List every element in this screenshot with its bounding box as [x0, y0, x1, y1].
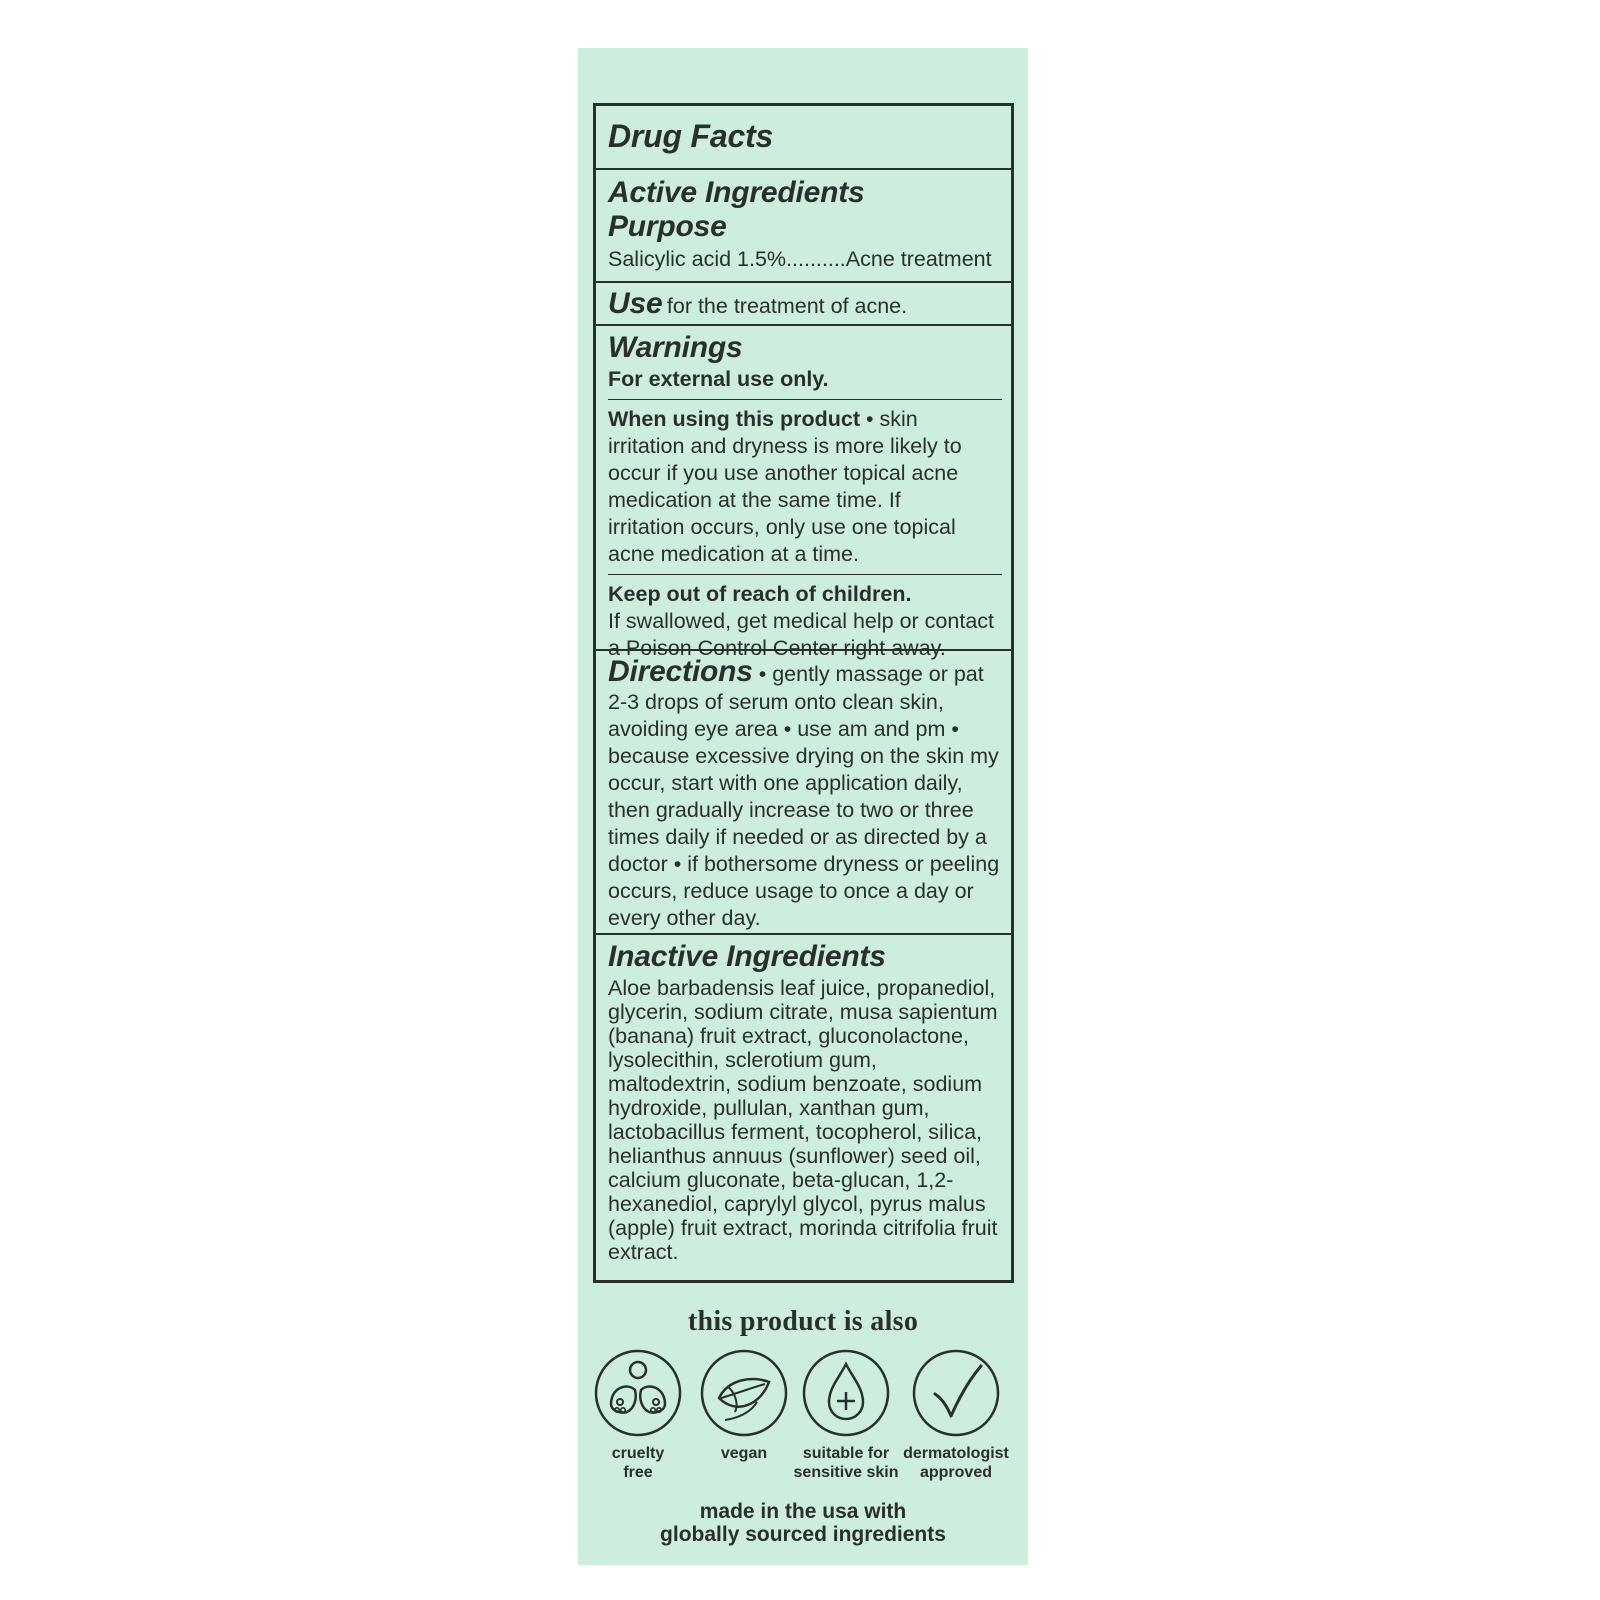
badge-vegan [689, 1348, 799, 1463]
badge-row [590, 1348, 1020, 1488]
active-ingredient-line: Salicylic acid 1.5%..........Acne treatment [608, 247, 992, 271]
bunny-icon [593, 1348, 683, 1438]
label-panel [578, 48, 1028, 1565]
badge-label-line2: free [623, 1464, 653, 1481]
made-line-2: globally sourced ingredients [660, 1523, 946, 1546]
made-line-1: made in the usa with [699, 1500, 907, 1523]
use-section [596, 281, 1011, 324]
inactive-ingredients-section [596, 933, 1011, 1280]
check-icon [911, 1348, 1001, 1438]
warnings-heading: Warnings [608, 331, 743, 364]
also-heading: this product is also [687, 1306, 919, 1337]
drop-plus-icon [801, 1348, 891, 1438]
drug-facts-title-section [596, 106, 1011, 168]
divider [608, 574, 1002, 575]
keep-out-label: Keep out of reach of children. [608, 582, 912, 606]
badge-label-line1: suitable for [802, 1445, 890, 1462]
external-use-warning: For external use only. [608, 367, 829, 391]
directions-section [596, 649, 1011, 933]
purpose-heading: Purpose [608, 210, 727, 243]
drug-facts-title: Drug Facts [608, 118, 774, 154]
active-ingredients-heading: Active Ingredients [608, 176, 865, 209]
badge-cruelty-free [583, 1348, 693, 1482]
warnings-section [596, 324, 1011, 660]
badge-dermatologist-approved [901, 1348, 1011, 1482]
badge-label-line1: cruelty [611, 1445, 665, 1462]
when-using-paragraph [608, 406, 1002, 568]
badge-sensitive-skin [791, 1348, 901, 1482]
when-using-text: • skin irritation and dryness is more likely to occur if you use another topical acne medication at the same time. If irritation occurs, only use one topical acne medication at a time. [608, 407, 962, 566]
inactive-ingredients-text: Aloe barbadensis leaf juice, propanediol, glycerin, sodium citrate, musa sapientum (banana) fruit extract, gluconolactone, lysolecithin, sclerotium gum, maltodextrin, sodium benzoate, sodium hydroxide, pullulan, xanthan gum, lactobacillus ferment, tocopherol, silica, helianthus annuus (sunflower) seed oil, calcium gluconate, beta-glucan, 1,2-hexanediol, caprylyl glycol, pyrus malus (apple) fruit extract, morinda citrifolia fruit extract. [608, 976, 998, 1264]
directions-paragraph [608, 655, 1002, 932]
active-ingredients-section [596, 168, 1011, 281]
made-in-usa-note [578, 1500, 1028, 1546]
directions-text: • gently massage or pat 2-3 drops of serum onto clean skin, avoiding eye area • use am and pm • because excessive drying on the skin my occur, start with one application daily, then gradually increase to two or three times daily if needed or as directed by a doctor • if bothersome dryness or peeling occurs, reduce usage to once a day or every other day. [608, 662, 1000, 930]
when-using-label: When using this product [608, 407, 861, 431]
badge-label-line2: approved [919, 1464, 992, 1481]
leaf-icon [699, 1348, 789, 1438]
drug-facts-box [593, 103, 1014, 1283]
keep-out-text: If swallowed, get medical help or contact a Poison Control Center right away. [608, 609, 995, 660]
use-heading: Use [608, 287, 663, 320]
use-text: for the treatment of acne. [666, 294, 908, 318]
badge-label-line2: sensitive skin [793, 1464, 899, 1481]
inactive-ingredients-heading: Inactive Ingredients [608, 940, 886, 973]
directions-heading: Directions [608, 655, 753, 688]
divider [608, 399, 1002, 400]
badge-label-line1: dermatologist [903, 1445, 1009, 1462]
badge-label-line1: vegan [720, 1445, 768, 1462]
